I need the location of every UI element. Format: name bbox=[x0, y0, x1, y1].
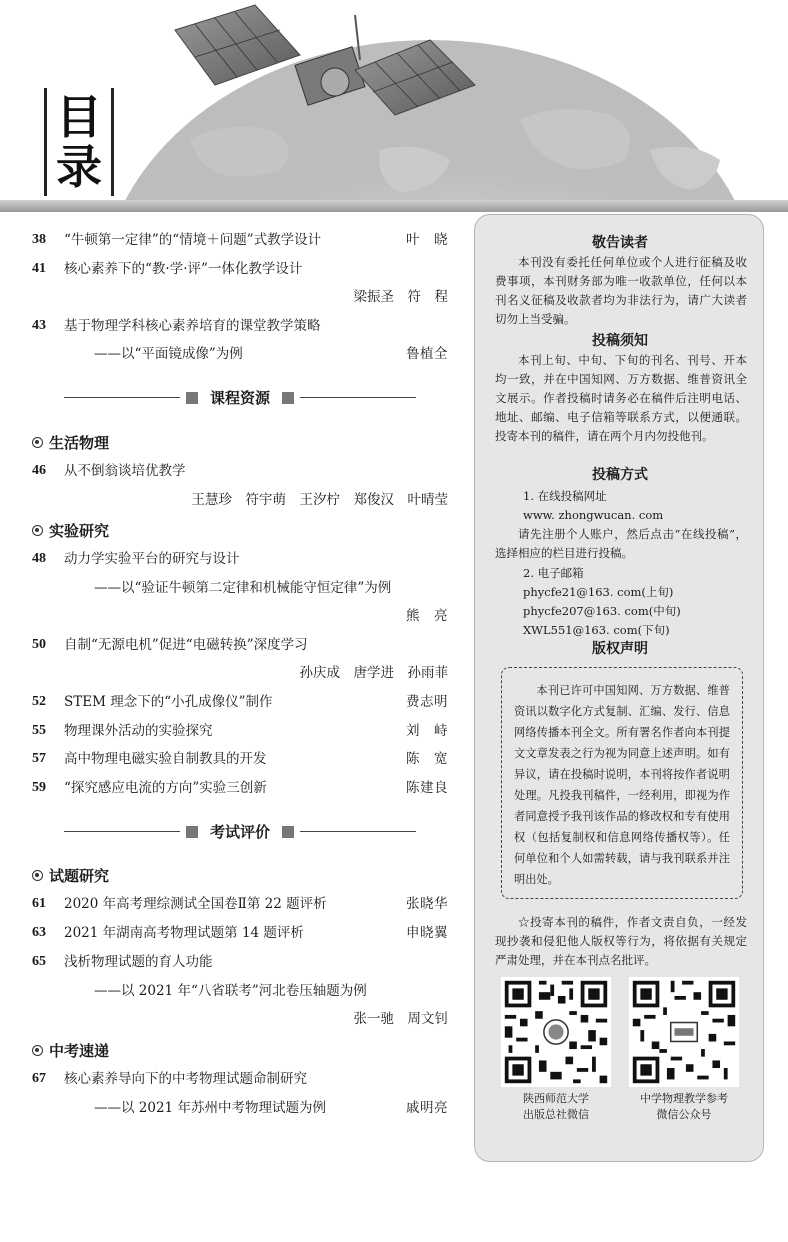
section-heading-label: 实验研究 bbox=[49, 521, 110, 540]
article-authors: 费志明 bbox=[406, 694, 448, 710]
notice-heading: 敬告读者 bbox=[592, 235, 648, 251]
toc-entry[interactable] bbox=[32, 893, 448, 915]
target-bullet-icon bbox=[32, 1045, 43, 1056]
target-bullet-icon bbox=[32, 870, 43, 881]
warning-text: ☆投寄本刊的稿件，作者文责自负，一经发现抄袭和侵犯他人版权等行为，将依据有关规定严肃处理，并在本刊点名批评。 bbox=[495, 915, 747, 967]
page-number: 55 bbox=[32, 723, 46, 738]
method-heading: 投稿方式 bbox=[592, 467, 648, 483]
toc-entry-authors-line bbox=[32, 662, 448, 684]
article-title: “牛顿第一定律”的“情境＋问题”式教学设计 bbox=[64, 232, 322, 248]
divider-square-icon bbox=[186, 826, 198, 838]
contents-title-char-1: 目 bbox=[56, 90, 102, 144]
article-authors: 孙庆成 唐学进 孙雨菲 bbox=[299, 665, 448, 681]
article-title: STEM 理念下的“小孔成像仪”制作 bbox=[64, 694, 273, 710]
section-divider-resources bbox=[64, 386, 416, 410]
page-number: 38 bbox=[32, 232, 46, 247]
article-title: 物理课外活动的实验探究 bbox=[64, 723, 213, 739]
toc-entry-subtitle-line bbox=[32, 1097, 448, 1119]
page-number: 57 bbox=[32, 751, 46, 766]
article-authors: 刘 峙 bbox=[406, 723, 448, 739]
copyright-box bbox=[501, 667, 743, 899]
qr-code-left bbox=[501, 977, 611, 1087]
qr-right-caption-line-1: 中学物理教学参考 bbox=[640, 1092, 728, 1105]
online-text: 请先注册个人账户，然后点击“在线投稿”，选择相应的栏目进行投稿。 bbox=[495, 527, 747, 560]
section-heading-label: 生活物理 bbox=[49, 433, 110, 452]
article-title: 从不倒翁谈培优教学 bbox=[64, 463, 186, 479]
toc-entry[interactable] bbox=[32, 315, 448, 337]
article-authors: 熊 亮 bbox=[406, 608, 448, 624]
toc-entry[interactable] bbox=[32, 748, 448, 770]
toc-entry-subtitle-line bbox=[32, 343, 448, 365]
online-url[interactable]: www. zhongwucan. com bbox=[523, 508, 664, 522]
email-first-period[interactable]: phycfe21@163. com(上旬) bbox=[523, 585, 674, 599]
page-number: 50 bbox=[32, 637, 46, 652]
toc-entry-subtitle-line bbox=[32, 577, 448, 599]
email-second-period[interactable]: phycfe207@163. com(中旬) bbox=[523, 604, 681, 618]
article-title: 动力学实验平台的研究与设计 bbox=[64, 551, 240, 567]
contents-title-char-2: 录 bbox=[56, 140, 102, 194]
article-subtitle: ——以“验证牛顿第二定律和机械能守恒定律”为例 bbox=[94, 580, 392, 596]
notice-text: 本刊没有委托任何单位或个人进行征稿及收费事项，本刊财务部为唯一收款单位，任何以本刊名义征稿及收款者均为非法行为，请广大读者切勿上当受骗。 bbox=[495, 255, 747, 326]
divider-label: 课程资源 bbox=[209, 389, 270, 407]
email-third-period[interactable]: XWL551@163. com(下旬) bbox=[523, 623, 670, 637]
page-number: 52 bbox=[32, 694, 46, 709]
article-authors: 王慧珍 符宇萌 王汐柠 郑俊汉 叶晴莹 bbox=[191, 492, 448, 508]
info-sidebar bbox=[474, 214, 764, 1162]
article-title: 核心素养下的“教·学·评”一体化教学设计 bbox=[64, 261, 303, 277]
article-title: “探究感应电流的方向”实验三创新 bbox=[64, 780, 267, 796]
article-title: 2021 年湖南高考物理试题第 14 题评析 bbox=[64, 925, 304, 941]
section-heading-exam bbox=[32, 863, 109, 887]
article-subtitle: ——以 2021 年苏州中考物理试题为例 bbox=[94, 1100, 326, 1116]
article-authors: 陈建良 bbox=[406, 780, 448, 796]
article-authors: 叶 晓 bbox=[406, 232, 448, 248]
toc-entry[interactable] bbox=[32, 777, 448, 799]
page-number: 63 bbox=[32, 925, 46, 940]
article-title: 高中物理电磁实验自制教具的开发 bbox=[64, 751, 267, 767]
article-title: 核心素养导向下的中考物理试题命制研究 bbox=[64, 1071, 307, 1087]
article-authors: 陈 宽 bbox=[406, 751, 448, 767]
qr-left-caption-line-2: 出版总社微信 bbox=[523, 1108, 589, 1121]
article-title: 浅析物理试题的育人功能 bbox=[64, 954, 213, 970]
target-bullet-icon bbox=[32, 437, 43, 448]
section-heading-experiment bbox=[32, 518, 109, 542]
toc-entry[interactable] bbox=[32, 922, 448, 944]
copyright-text: 本刊已许可中国知网、万方数据、维普资讯以数字化方式复制、汇编、发行、信息网络传播本刊全文。所有署名作者向本刊提文文章发表之行为视为同意上述声明。如有异议，请在投稿时说明，本刊将按作者说明处理。凡投我刊稿件，一经利用，即视为作者同意授予我刊该作品的修改权和专有使用权（包括复制权和信息网络传播权等）。任何单位和个人如需转载，请与我刊联系并注明出处。 bbox=[514, 684, 730, 886]
section-heading-label: 试题研究 bbox=[49, 866, 110, 885]
toc-entry[interactable] bbox=[32, 691, 448, 713]
article-authors: 申晓翼 bbox=[406, 925, 448, 941]
article-authors: 鲁植全 bbox=[406, 346, 448, 362]
article-title: 2020 年高考理综测试全国卷Ⅱ第 22 题评析 bbox=[64, 896, 327, 912]
article-title: 自制“无源电机”促进“电磁转换”深度学习 bbox=[64, 637, 308, 653]
page-number: 59 bbox=[32, 780, 46, 795]
toc-entry-authors-line bbox=[32, 286, 448, 308]
email-label: 2. 电子邮箱 bbox=[523, 566, 584, 580]
divider-square-icon bbox=[186, 392, 198, 404]
submission-text: 本刊上旬、中旬、下旬的刊名、刊号、开本均一致，并在中国知网、万方数据、维普资讯全文展示。作者投稿时请务必在稿件后注明电话、地址、邮编、电子信箱等联系方式，以便通联。投寄本刊的稿件，请在两个月内勿投他刊。 bbox=[495, 353, 747, 443]
online-label: 1. 在线投稿网址 bbox=[523, 489, 607, 503]
toc-entry[interactable] bbox=[32, 1068, 448, 1090]
qr-left-caption-line-1: 陕西师范大学 bbox=[523, 1092, 589, 1105]
qr-left-caption bbox=[491, 1091, 621, 1123]
page-number: 48 bbox=[32, 551, 46, 566]
copyright-heading: 版权声明 bbox=[592, 641, 648, 657]
page-number: 46 bbox=[32, 463, 46, 478]
article-authors: 梁振圣 符 程 bbox=[353, 289, 448, 305]
qr-right-caption bbox=[619, 1091, 749, 1123]
qr-code-right bbox=[629, 977, 739, 1087]
section-divider-exam bbox=[64, 820, 416, 844]
qr-right-caption-line-2: 微信公众号 bbox=[656, 1108, 712, 1121]
section-heading-zhongkao bbox=[32, 1038, 109, 1062]
article-authors: 张一驰 周文钊 bbox=[353, 1011, 448, 1027]
article-subtitle: ——以“平面镜成像”为例 bbox=[94, 346, 243, 362]
toc-entry-authors-line bbox=[32, 605, 448, 627]
divider-label: 考试评价 bbox=[209, 823, 270, 841]
divider-square-icon bbox=[282, 392, 294, 404]
divider-square-icon bbox=[282, 826, 294, 838]
target-bullet-icon bbox=[32, 525, 43, 536]
divider-line bbox=[300, 397, 416, 398]
toc-entry[interactable] bbox=[32, 548, 448, 570]
article-title: 基于物理学科核心素养培育的课堂教学策略 bbox=[64, 318, 321, 334]
toc-entry[interactable] bbox=[32, 258, 448, 280]
page-number: 67 bbox=[32, 1071, 46, 1086]
toc-entry[interactable] bbox=[32, 720, 448, 742]
divider-line bbox=[64, 397, 180, 398]
toc-entry-authors-line bbox=[32, 1008, 448, 1030]
article-authors: 戚明亮 bbox=[406, 1100, 448, 1116]
divider-line bbox=[64, 831, 180, 832]
divider-line bbox=[300, 831, 416, 832]
article-authors: 张晓华 bbox=[406, 896, 448, 912]
article-subtitle: ——以 2021 年“八省联考”河北卷压轴题为例 bbox=[94, 983, 367, 999]
page-number: 43 bbox=[32, 318, 46, 333]
page-number: 41 bbox=[32, 261, 46, 276]
toc-entry[interactable] bbox=[32, 951, 448, 973]
submission-heading: 投稿须知 bbox=[592, 333, 648, 349]
page-number: 61 bbox=[32, 896, 46, 911]
page-number: 65 bbox=[32, 954, 46, 969]
toc-entry-authors-line bbox=[32, 489, 448, 511]
toc-entry[interactable] bbox=[32, 634, 448, 656]
section-heading-life bbox=[32, 430, 109, 454]
toc-entry-subtitle-line bbox=[32, 980, 448, 1002]
toc-entry[interactable] bbox=[32, 229, 448, 251]
section-heading-label: 中考速递 bbox=[49, 1041, 110, 1060]
toc-entry[interactable] bbox=[32, 460, 448, 482]
